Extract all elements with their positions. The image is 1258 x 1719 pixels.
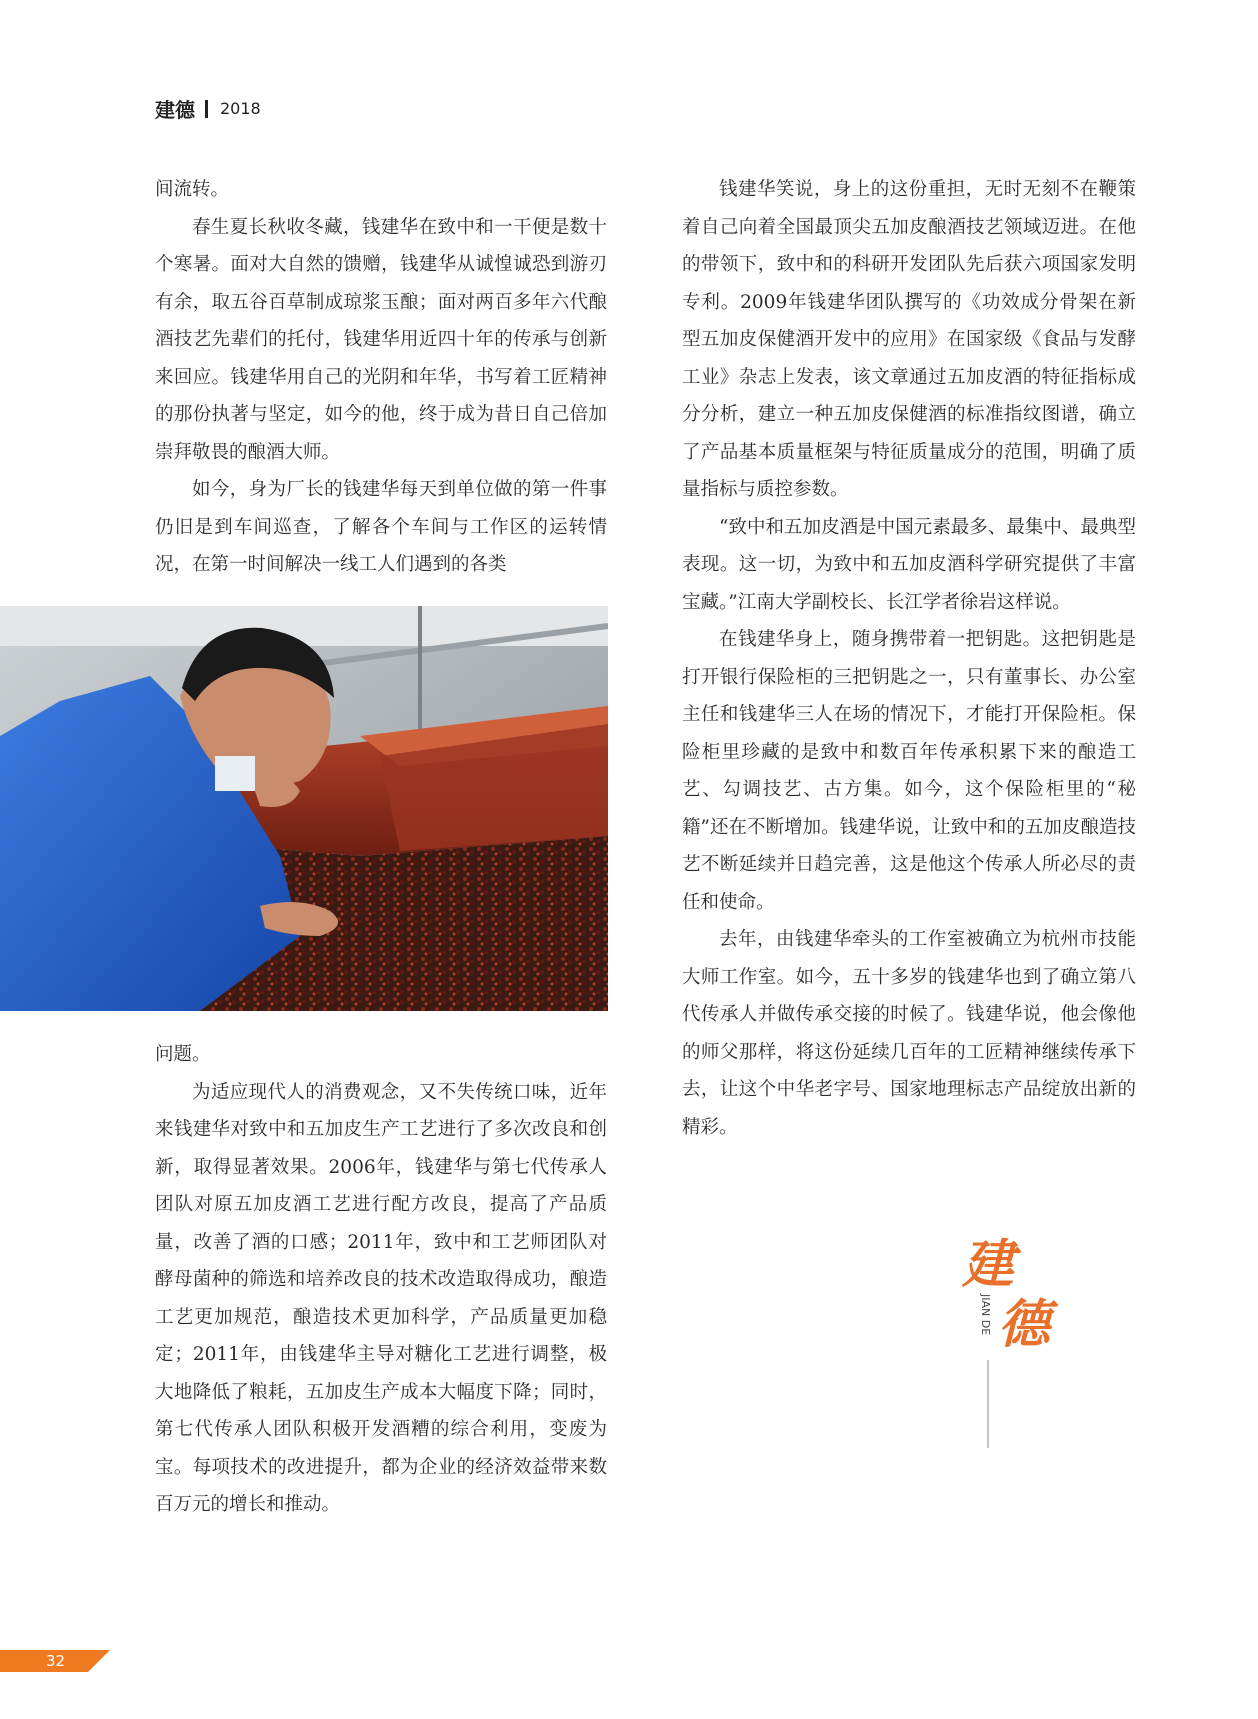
jiande-logo bbox=[958, 1230, 1068, 1450]
left-column-top bbox=[155, 171, 607, 584]
paragraph: 春生夏长秋收冬藏，钱建华在致中和一干便是数十个寒暑。面对大自然的馈赠，钱建华从诚惶诚恐到游刃有余，取五谷百草制成琼浆玉酿；面对两百多年六代酿酒技艺先辈们的托付，钱建华用近四十年的传承与创新来回应。钱建华用自己的光阴和年华，书写着工匠精神的那份执著与坚定，如今的他，终于成为昔日自己倍加崇拜敬畏的酿酒大师。 bbox=[155, 216, 607, 463]
svg-text:建: 建 bbox=[962, 1234, 1015, 1295]
paragraph: 问题。 bbox=[155, 1044, 211, 1065]
running-header bbox=[155, 94, 261, 123]
left-column-bottom bbox=[155, 1036, 607, 1524]
svg-text:JIAN DE: JIAN DE bbox=[979, 1294, 992, 1336]
issue-year: 2018 bbox=[220, 99, 261, 118]
paragraph: 在钱建华身上，随身携带着一把钥匙。这把钥匙是打开银行保险柜的三把钥匙之一，只有董事长、办公室主任和钱建华三人在场的情况下，才能打开保险柜。保险柜里珍藏的是致中和数百年传承积累下来的酿造工艺、勾调技艺、古方集。如今，这个保险柜里的“秘籍”还在不断增加。钱建华说，让致中和的五加皮酿造技艺不断延续并日趋完善，这是他这个传承人所必尽的责任和使命。 bbox=[682, 629, 1136, 913]
paragraph: 如今，身为厂长的钱建华每天到单位做的第一件事仍旧是到车间巡查，了解各个车间与工作区的运转情况，在第一时间解决一线工人们遇到的各类 bbox=[155, 479, 607, 575]
header-divider bbox=[205, 100, 208, 118]
right-column bbox=[682, 171, 1136, 1146]
paragraph: 为适应现代人的消费观念，又不失传统口味，近年来钱建华对致中和五加皮生产工艺进行了多次改良和创新，取得显著效果。2006年，钱建华与第七代传承人团队对原五加皮酒工艺进行配方改良，提高了产品质量，改善了酒的口感；2011年，致中和工艺师团队对酵母菌种的筛选和培养改良的技术改造取得成功，酿造工艺更加规范，酿造技术更加科学，产品质量更加稳定；2011年，由钱建华主导对糖化工艺进行调整，极大地降低了粮耗，五加皮生产成本大幅度下降；同时，第七代传承人团队积极开发酒糟的综合利用，变废为宝。每项技术的改进提升，都为企业的经济效益带来数百万元的增长和推动。 bbox=[155, 1081, 607, 1515]
page-number: 32 bbox=[46, 1652, 66, 1670]
magazine-title: 建德 bbox=[155, 98, 195, 122]
paragraph: 去年，由钱建华牵头的工作室被确立为杭州市技能大师工作室。如今，五十多岁的钱建华也到了确立第八代传承人并做传承交接的时候了。钱建华说，他会像他的师父那样，将这份延续几百年的工匠精神继续传承下去，让这个中华老字号、国家地理标志产品绽放出新的精彩。 bbox=[682, 929, 1136, 1138]
svg-text:德: 德 bbox=[998, 1294, 1051, 1355]
article-photo bbox=[0, 606, 608, 1011]
paragraph: 钱建华笑说，身上的这份重担，无时无刻不在鞭策着自己向着全国最顶尖五加皮酿酒技艺领域迈进。在他的带领下，致中和的科研开发团队先后获六项国家发明专利。2009年钱建华团队撰写的《功效成分骨架在新型五加皮保健酒开发中的应用》在国家级《食品与发酵工业》杂志上发表，该文章通过五加皮酒的特征指标成分分析，建立一种五加皮保健酒的标准指纹图谱，确立了产品基本质量框架与特征质量成分的范围，明确了质量指标与质控参数。 bbox=[682, 179, 1136, 500]
paragraph: 间流转。 bbox=[155, 179, 230, 200]
paragraph: “致中和五加皮酒是中国元素最多、最集中、最典型表现。这一切，为致中和五加皮酒科学研究提供了丰富宝藏。”江南大学副校长、长江学者徐岩这样说。 bbox=[682, 516, 1136, 613]
